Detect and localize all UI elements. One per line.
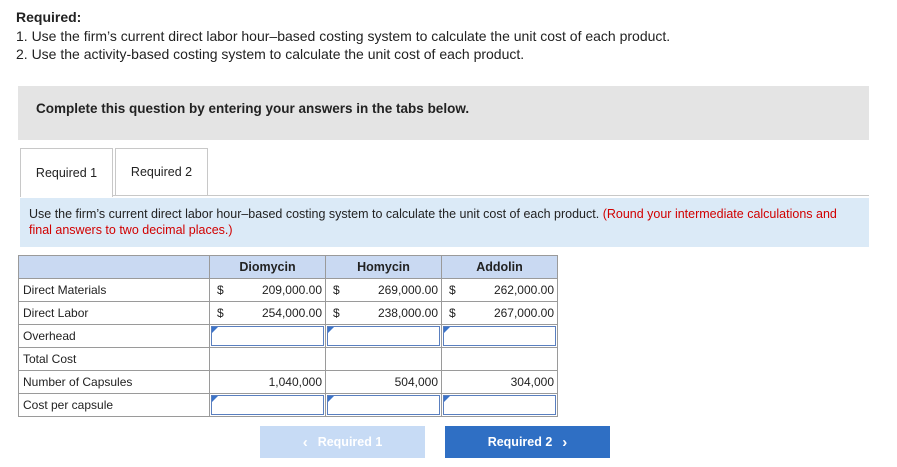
- currency-symbol: $: [326, 279, 351, 302]
- total-cost-diomycin: [210, 348, 326, 371]
- instruction-bar: [18, 86, 869, 140]
- capsules-homycin: 504,000: [326, 371, 442, 394]
- dm-diomycin: 209,000.00: [235, 279, 326, 302]
- overhead-diomycin-input[interactable]: [210, 325, 326, 348]
- table-row: [19, 371, 558, 394]
- table-row: [19, 325, 558, 348]
- row-label-number-of-capsules: Number of Capsules: [19, 371, 210, 394]
- row-label-direct-materials: Direct Materials: [19, 279, 210, 302]
- table-row: [19, 348, 558, 371]
- tab-required-2[interactable]: Required 2: [115, 148, 208, 196]
- row-label-direct-labor: Direct Labor: [19, 302, 210, 325]
- capsules-diomycin: 1,040,000: [210, 371, 326, 394]
- total-cost-addolin: [442, 348, 558, 371]
- prev-required-1-button[interactable]: [260, 426, 425, 458]
- table-row: [19, 302, 558, 325]
- next-required-2-button[interactable]: [445, 426, 610, 458]
- dl-diomycin: 254,000.00: [235, 302, 326, 325]
- rounding-note: (Round your intermediate calculations and final answers to two decimal places.): [29, 207, 837, 237]
- table-row: [19, 279, 558, 302]
- dl-homycin: 238,000.00: [351, 302, 442, 325]
- header-homycin: Homycin: [326, 256, 442, 279]
- table-header-row: [19, 256, 558, 279]
- header-addolin: Addolin: [442, 256, 558, 279]
- chevron-right-icon: ›: [562, 433, 568, 451]
- row-label-total-cost: Total Cost: [19, 348, 210, 371]
- required-section: [16, 8, 876, 63]
- dm-addolin: 262,000.00: [467, 279, 558, 302]
- currency-symbol: $: [210, 302, 235, 325]
- overhead-homycin-input[interactable]: [326, 325, 442, 348]
- cost-per-capsule-homycin-input[interactable]: [326, 394, 442, 417]
- row-label-overhead: Overhead: [19, 325, 210, 348]
- header-diomycin: Diomycin: [210, 256, 326, 279]
- tab-required-1[interactable]: Required 1: [20, 148, 113, 197]
- cost-per-capsule-diomycin-input[interactable]: [210, 394, 326, 417]
- next-button-label: Required 2: [487, 435, 553, 449]
- required-item-2: 2. Use the activity-based costing system to calculate the unit cost of each product.: [16, 46, 525, 62]
- cost-table: [18, 255, 558, 417]
- table-row: [19, 394, 558, 417]
- cost-per-capsule-addolin-input[interactable]: [442, 394, 558, 417]
- chevron-left-icon: ‹: [302, 433, 308, 451]
- capsules-addolin: 304,000: [442, 371, 558, 394]
- currency-symbol: $: [326, 302, 351, 325]
- currency-symbol: $: [442, 302, 467, 325]
- currency-symbol: $: [442, 279, 467, 302]
- required-item-1: 1. Use the firm’s current direct labor hour–based costing system to calculate the unit cost of each product.: [16, 28, 671, 44]
- required-title: Required:: [16, 9, 82, 25]
- row-label-cost-per-capsule: Cost per capsule: [19, 394, 210, 417]
- instruction-text: Complete this question by entering your answers in the tabs below.: [36, 101, 470, 116]
- overhead-addolin-input[interactable]: [442, 325, 558, 348]
- total-cost-homycin: [326, 348, 442, 371]
- currency-symbol: $: [210, 279, 235, 302]
- header-blank: [19, 256, 210, 279]
- question-info-box: [20, 198, 869, 247]
- prev-button-label: Required 1: [317, 435, 383, 449]
- info-text: Use the firm’s current direct labor hour–based costing system to calculate the unit cost of each product.: [29, 207, 600, 221]
- dm-homycin: 269,000.00: [351, 279, 442, 302]
- dl-addolin: 267,000.00: [467, 302, 558, 325]
